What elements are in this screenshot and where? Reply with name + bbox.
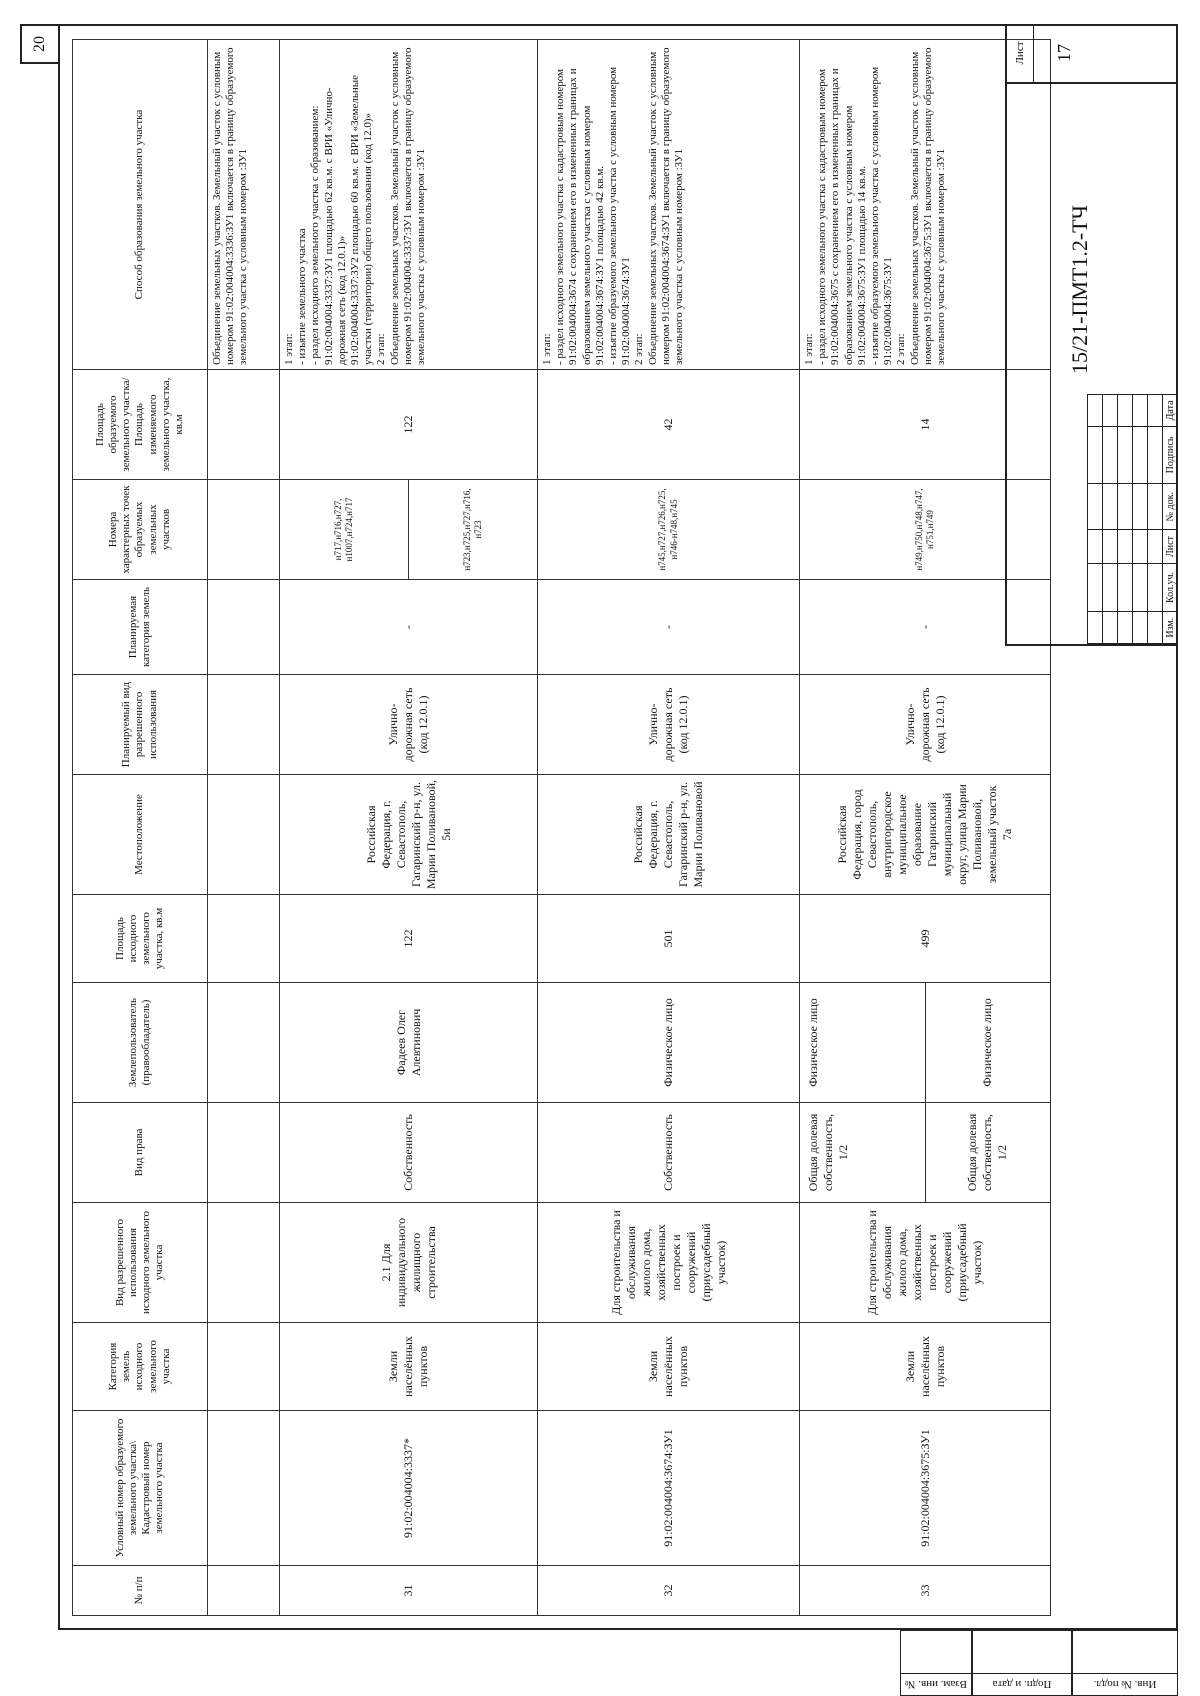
title-block [1005, 24, 1178, 646]
new-area: 42 [538, 370, 800, 480]
points-list: н723,н725,н727,н716, н723 [408, 480, 537, 579]
planned-use: Улично-дорожная сеть (код 12.0.1) [538, 675, 800, 775]
header-cell: Планируемый вид разрешенного использования [73, 675, 208, 775]
col-date: Дата [1163, 395, 1178, 427]
col-izm: Изм. [1163, 612, 1178, 644]
right-type: Собственность [280, 1103, 538, 1203]
owner: Физическое лицо [806, 998, 820, 1087]
revision-header-row [1163, 395, 1178, 644]
method-cell: 1 этап: - изъятие земельного участка - раздел исходного земельного участка с образованием: 91:02:004004:3337:ЗУ1 площадью 62 кв.м. с ВРИ «Улично-дорожная сеть (код 12.0.1)» 91:02:004004:3337:ЗУ2 площадью 60 кв.м. с ВРИ «Земельные участки (территории) общего пользования (код 12.0)» 2 этап: Объединение земельных участков. Земельный участок с условным номером 91:02:004004:3337:ЗУ1 включается в границу образуемого земельного участка с условным номером :ЗУ1 [280, 40, 538, 370]
sheet-box [1007, 24, 1178, 84]
location: Российская Федерация, город Севастополь, внутригородское муниципальное образование Гагаринский муниципальный округ, улица Марии Поливановой, земельный участок 7а [800, 775, 1051, 895]
header-cell: Вид права [73, 1103, 208, 1203]
table-row [208, 40, 280, 1616]
points-list: н745,н727,н726,н725, н746-н748,н745 [538, 480, 800, 580]
source-area: 499 [800, 895, 1051, 983]
document-code: 15/21-ПМТ1.2-ТЧ [1067, 205, 1092, 374]
header-cell: Способ образования земельного участка [73, 40, 208, 370]
location: Российская Федерация, г. Севастополь, Гагаринский р-н, ул. Марии Поливановой, 5и [280, 775, 538, 895]
page-number-top: 20 [20, 24, 58, 64]
owner: Физическое лицо [538, 983, 800, 1103]
right-type: Собственность [538, 1103, 800, 1203]
right-type: Общая долевая собственность, 1/2 [806, 1113, 850, 1192]
planned-use: Улично-дорожная сеть (код 12.0.1) [280, 675, 538, 775]
owner-cell [800, 983, 1051, 1103]
strip-label: Подп. и дата [992, 1678, 1052, 1691]
points-list: н717,н716,н727, н1007,н724,н717 [332, 497, 354, 562]
header-cell: Планируемая категория земель [73, 580, 208, 675]
strip-sign-date [972, 1630, 1072, 1696]
header-cell: Категория земель исходного земельного участка [73, 1323, 208, 1411]
col-doc: № док. [1163, 484, 1178, 530]
sheet-number: 17 [1054, 44, 1074, 62]
points-list: н749,н750,н748,н747, н751,н749 [800, 480, 1051, 580]
planned-category: - [280, 580, 538, 675]
col-list: Лист [1163, 530, 1178, 563]
strip-replacement-inv [900, 1630, 972, 1696]
method-cell: 1 этап: - раздел исходного земельного участка с кадастровым номером 91:02:004004:3674 с сохранением его в измененных границах и образованием земельного участка с условным номером 91:02:004004:3674:ЗУ1 площадью 42 кв.м. - изъятие образуемого земельного участка с условным номером 91:02:004004:3674:ЗУ1 2 этап: Объединение земельных участков. Земельный участок с условным номером 91:02:004004:3674:ЗУ1 включается в границу образуемого земельного участка с условным номером :ЗУ1 [538, 40, 800, 370]
cadastral-number: 91:02:004004:3337* [280, 1411, 538, 1566]
new-area: 122 [280, 370, 538, 480]
planned-use: Улично-дорожная сеть (код 12.0.1) [800, 675, 1051, 775]
header-cell: Номера характерных точек образуемых земельных участков [73, 480, 208, 580]
header-cell: Местоположение [73, 775, 208, 895]
location: Российская Федерация, г. Севастополь, Гагаринский р-н, ул. Марии Поливановой [538, 775, 800, 895]
header-cell: № п/п [73, 1566, 208, 1616]
right-type-cell [800, 1103, 1051, 1203]
cadastral-number: 91:02:004004:3675:ЗУ1 [800, 1411, 1051, 1566]
header-cell: Площадь образуемого земельного участка/Площадь изменяемого земельного участка, кв.м [73, 370, 208, 480]
sheet-label: Лист [1007, 24, 1034, 82]
land-category: Земли населённых пунктов [538, 1323, 800, 1411]
table-row [538, 40, 800, 1616]
planned-category: - [538, 580, 800, 675]
land-category: Земли населённых пунктов [800, 1323, 1051, 1411]
revision-grid [1087, 394, 1178, 644]
cadastral-number: 91:02:004004:3674:ЗУ1 [538, 1411, 800, 1566]
source-area: 501 [538, 895, 800, 983]
binding-strips [900, 1630, 1178, 1696]
method-cell: 1 этап: - раздел исходного земельного участка с кадастровым номером 91:02:004004:3675 с сохранением его в измененных границах и образованием земельного участка с условным номером 91:02:004004:3675:ЗУ1 площадью 14 кв.м. - изъятие образуемого земельного участка с условным номером 91:02:004004:3675:ЗУ1 2 этап: Объединение земельных участков. Земельный участок с условным номером 91:02:004004:3675:ЗУ1 включается в границу образуемого земельного участка с условным номером :ЗУ1 [800, 40, 1051, 370]
owner: Физическое лицо [925, 983, 1051, 1102]
owner: Фадеев Олег Алевтинович [280, 983, 538, 1103]
method-cell: Объединение земельных участков. Земельный участок с условным номером 91:02:004004:3336:ЗУ1 включается в границу образуемого земельного участка с условным номером :ЗУ1 [208, 40, 280, 370]
row-number: 31 [280, 1566, 538, 1616]
new-area: 14 [800, 370, 1051, 480]
points-cell [280, 480, 538, 580]
strip-original-inv [1072, 1630, 1178, 1696]
strip-label: Взам. инв. № [905, 1678, 967, 1691]
col-koluch: Кол.уч. [1163, 563, 1178, 612]
permitted-use: 2.1 Для индивидуального жилищного строительства [280, 1203, 538, 1323]
header-cell: Вид разрешенного использования исходного земельного участка [73, 1203, 208, 1323]
table-header-row [73, 40, 208, 1616]
land-category: Земли населённых пунктов [280, 1323, 538, 1411]
planned-category: - [800, 580, 1051, 675]
header-cell: Землепользователь (правообладатель) [73, 983, 208, 1103]
strip-label: Инв. № подл. [1093, 1678, 1157, 1691]
col-sign: Подпись [1163, 426, 1178, 483]
source-area: 122 [280, 895, 538, 983]
permitted-use: Для строительства и обслуживания жилого дома, хозяйственных построек и сооружений (приусадебный участок) [800, 1203, 1051, 1323]
header-cell: Площадь исходного земельного участка, кв.м [73, 895, 208, 983]
row-number: 33 [800, 1566, 1051, 1616]
land-plots-table [72, 39, 1051, 1616]
row-number: 32 [538, 1566, 800, 1616]
permitted-use: Для строительства и обслуживания жилого дома, хозяйственных построек и сооружений (приусадебный участок) [538, 1203, 800, 1323]
right-type: Общая долевая собственность, 1/2 [925, 1103, 1051, 1202]
header-cell: Условный номер образуемого земельного участка\ Кадастровый номер земельного участка [73, 1411, 208, 1566]
table-row [280, 40, 538, 1616]
